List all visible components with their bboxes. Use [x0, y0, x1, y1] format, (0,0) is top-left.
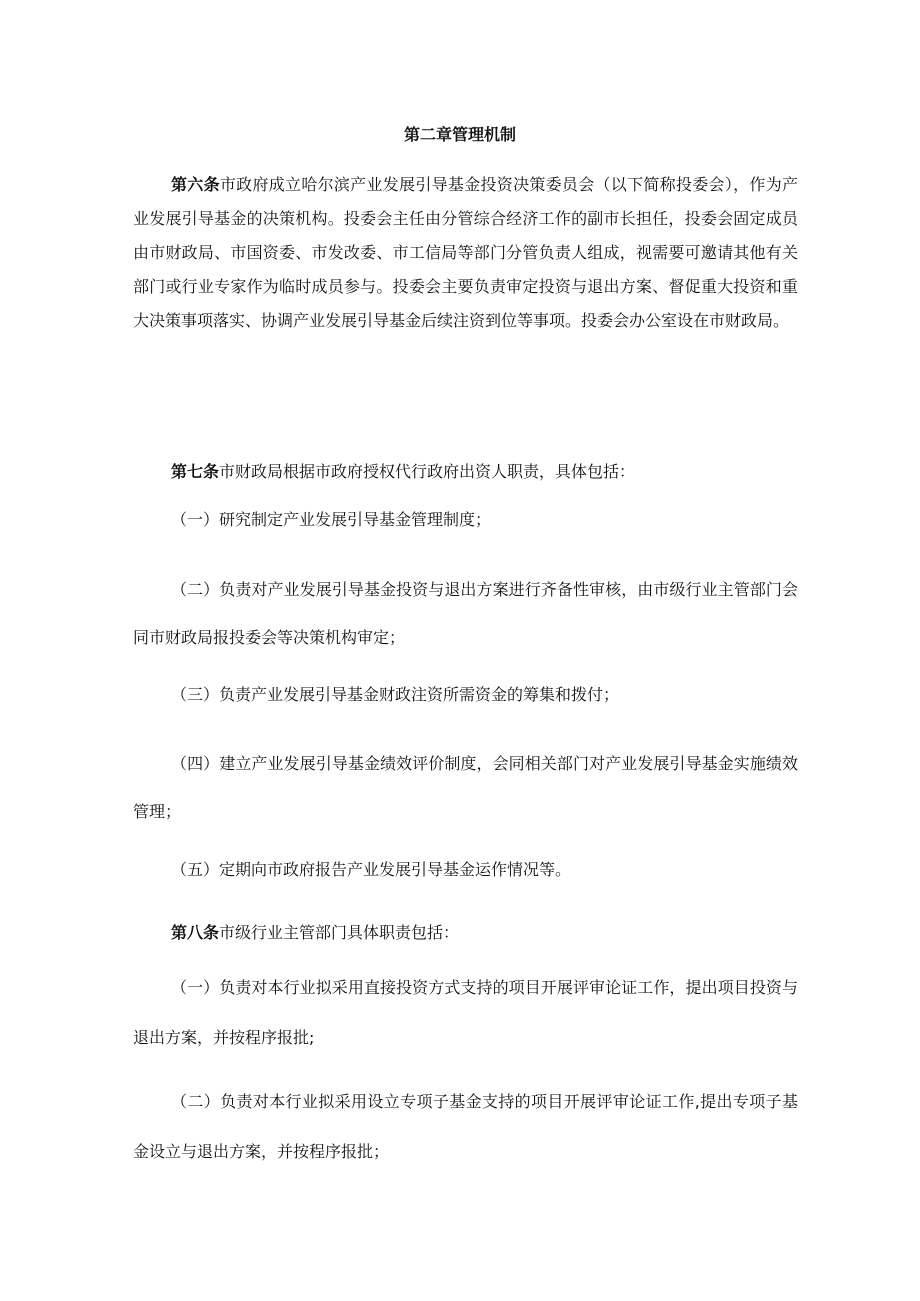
- article-8-paragraph: [133, 916, 798, 950]
- article-7-item-4: （四）建立产业发展引导基金绩效评价制度，会同相关部门对产业发展引导基金实施绩效管理；: [133, 754, 798, 821]
- article-7-item-1: （一）研究制定产业发展引导基金管理制度；: [171, 510, 492, 529]
- article-8-text: 市级行业主管部门具体职责包括：: [219, 923, 460, 942]
- article-8-item-2: （二）负责对本行业拟采用设立专项子基金支持的项目开展评审论证工作,提出专项子基金设立与退出方案，并按程序报批；: [133, 1092, 798, 1161]
- article-8-item-1: （一）负责对本行业拟采用直接投资方式支持的项目开展评审论证工作，提出项目投资与退出方案，并按程序报批;: [133, 978, 798, 1047]
- article-6-text: 市政府成立哈尔滨产业发展引导基金投资决策委员会（以下简称投委会），作为产业发展引导基金的决策机构。投委会主任由分管综合经济工作的副市长担任，投委会固定成员由市财政局、市国资委、市发改委、市工信局等部门分管负责人组成，视需要可邀请其他有关部门或行业专家作为临时成员参与。投委会主要负责审定投资与退出方案、督促重大投资和重大决策事项落实、协调产业发展引导基金后续注资到位等事项。投委会办公室设在市财政局。: [133, 175, 798, 330]
- article-7-item-5: （五）定期向市政府报告产业发展引导基金运作情况等。: [171, 860, 572, 879]
- article-7-label: 第七条: [171, 462, 220, 481]
- chapter-title: 第二章管理机制: [403, 125, 516, 144]
- article-7-item-2: （二）负责对产业发展引导基金投资与退出方案进行齐备性审核，由市级行业主管部门会同市财政局报投委会等决策机构审定；: [133, 580, 798, 647]
- article-6-paragraph: [133, 168, 798, 338]
- article-7-paragraph: [133, 455, 798, 489]
- article-7-item-3: （三）负责产业发展引导基金财政注资所需资金的筹集和拨付；: [171, 685, 620, 704]
- article-8-label: 第八条: [171, 923, 220, 942]
- article-6-label: 第六条: [171, 175, 220, 194]
- article-7-text: 市财政局根据市政府授权代行政府出资人职责，具体包括：: [219, 462, 636, 481]
